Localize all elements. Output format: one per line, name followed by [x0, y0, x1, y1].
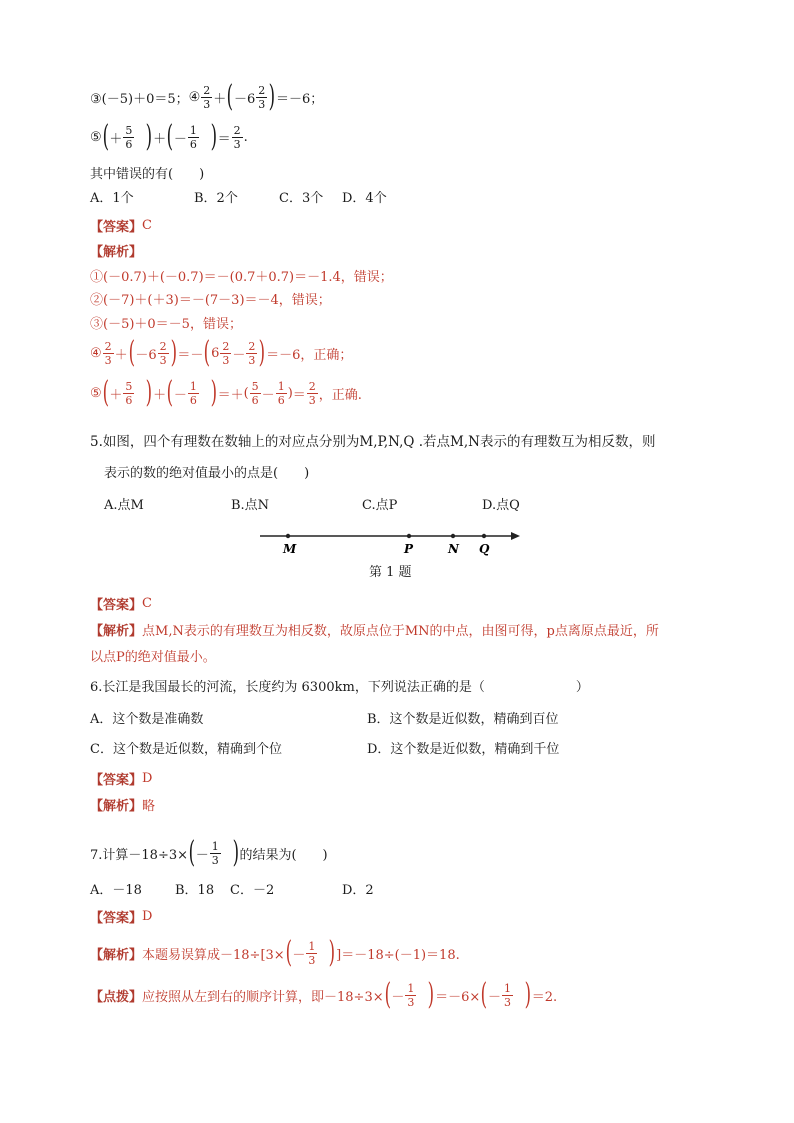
q4-item4-result: ＝－6； — [276, 91, 324, 107]
result-text: ，正确. — [318, 387, 362, 403]
q5-analysis — [90, 620, 659, 639]
paren-group: ( ＋ $\frac{5}{6}$ ) — [102, 119, 153, 154]
equals-sign: ＝－ — [177, 347, 204, 363]
frac-den: 6 — [189, 393, 197, 407]
fraction — [232, 125, 243, 150]
point-q-dot — [482, 534, 486, 538]
frac-num: 2 — [222, 339, 230, 353]
frac-num: 5 — [125, 123, 133, 137]
paren-group: ( －6 $\frac{2}{3}$ ) — [226, 79, 276, 114]
q4-item3: ③(－5)＋0＝5； — [90, 91, 189, 107]
q6-question: 6.长江是我国最长的河流，长度约为 6300km，下列说法正确的是（ ） — [90, 680, 589, 695]
fraction — [123, 381, 134, 406]
axis-arrow — [511, 532, 520, 540]
q6-analysis — [90, 795, 155, 814]
q7-option-a: A．－18 — [90, 883, 142, 898]
period: . — [243, 129, 248, 145]
q5-option-a: A.点M — [104, 498, 144, 513]
q5-option-d: D.点Q — [482, 498, 520, 513]
q6-answer — [90, 769, 152, 788]
q5-analysis-line-2: 以点P的绝对值最小。 — [90, 650, 216, 665]
frac-den: 3 — [503, 995, 511, 1009]
frac-num: 2 — [308, 379, 316, 393]
whole-number: 6 — [211, 345, 220, 361]
number-line-figure — [250, 522, 530, 562]
plus-sign: ＋ — [153, 387, 167, 403]
q7-suffix: 的结果为( ) — [239, 847, 328, 863]
fraction — [188, 381, 199, 406]
close-paren: ) — [287, 385, 293, 401]
paren-group: ( － $\frac{1}{3}$ ) — [384, 977, 435, 1012]
paren-group: ( － $\frac{1}{3}$ ) — [188, 835, 239, 870]
q7-option-b: B．18 — [175, 883, 215, 898]
q4-item5-prefix: ⑤ — [90, 129, 102, 145]
q7-analysis — [90, 935, 460, 970]
frac-den: 6 — [277, 393, 285, 407]
equals-sign: ＝ — [217, 131, 231, 147]
frac-den: 6 — [125, 137, 133, 151]
frac-den: 3 — [308, 953, 316, 967]
frac-num: 1 — [189, 123, 197, 137]
q4-item5 — [90, 119, 248, 154]
q4-analysis-line-1: ①(－0.7)＋(－0.7)＝－(0.7＋0.7)＝－1.4，错误； — [90, 270, 393, 285]
fraction — [220, 341, 231, 366]
frac-num: 2 — [203, 83, 211, 97]
analysis-tag: 【解析】 — [90, 624, 143, 639]
analysis-prefix: 本题易误算成－18÷[3× — [142, 947, 285, 963]
answer-value: C — [142, 596, 152, 611]
q5-analysis-line-1: 点M,N表示的有理数互为相反数，故原点位于MN的中点，由图可得，p点离原点最近，所 — [142, 624, 659, 639]
paren-group: ( － $\frac{1}{6}$ ) — [166, 119, 217, 154]
analysis-tag: 【解析】 — [90, 947, 143, 963]
frac-num: 2 — [159, 339, 167, 353]
tip-mid: ＝－6× — [435, 989, 481, 1005]
minus-sign: － — [232, 347, 246, 363]
fraction — [276, 381, 287, 406]
frac-den: 3 — [222, 353, 230, 367]
q4-prompt: 其中错误的有( ) — [90, 167, 205, 182]
frac-den: 3 — [248, 353, 256, 367]
point-p-dot — [407, 534, 411, 538]
frac-num: 2 — [104, 339, 112, 353]
fraction — [307, 381, 318, 406]
q5-question-line-1: 5.如图，四个有理数在数轴上的对应点分别为M,P,N,Q .若点M,N表示的有理数互为相反数，则 — [90, 434, 656, 450]
plus-sign: ＋ — [153, 131, 167, 147]
q7-tip — [90, 977, 558, 1012]
tip-end: ＝2. — [531, 989, 558, 1005]
minus-sign: － — [391, 989, 405, 1005]
fraction — [201, 85, 212, 110]
fraction — [250, 381, 261, 406]
item-prefix: ⑤ — [90, 385, 102, 401]
tip-tag: 【点拨】 — [90, 989, 143, 1005]
answer-value: D — [142, 771, 153, 786]
fraction — [188, 125, 199, 150]
frac-num: 2 — [233, 123, 241, 137]
q7-answer — [90, 907, 152, 926]
analysis-text: 略 — [142, 799, 156, 814]
q5-answer — [90, 594, 152, 613]
paren-group: ( － $\frac{1}{6}$ ) — [166, 375, 217, 410]
neg-number: －6 — [135, 347, 157, 363]
plus-sign: ＋ — [213, 91, 227, 107]
paren-group: ( － $\frac{1}{3}$ ) — [480, 977, 532, 1012]
answer-tag: 【答案】 — [90, 598, 143, 613]
fraction — [210, 841, 221, 866]
fraction — [306, 941, 317, 966]
fraction — [246, 341, 257, 366]
q4-analysis-line-2: ②(－7)＋(＋3)＝－(7－3)＝－4，错误； — [90, 293, 331, 308]
frac-den: 3 — [159, 353, 167, 367]
fraction — [256, 85, 267, 110]
point-m-dot — [286, 534, 290, 538]
result-text: ＝－6，正确； — [266, 347, 353, 363]
plus-sign: ＋ — [109, 387, 123, 403]
paren-group: ( ＋ $\frac{5}{6}$ ) — [102, 375, 153, 410]
equals-sign: ＝ — [292, 387, 306, 403]
q5-option-c: C.点P — [362, 498, 398, 513]
minus-sign: － — [487, 989, 501, 1005]
plus-sign: ＋ — [109, 131, 123, 147]
q4-answer — [90, 216, 152, 235]
answer-value: C — [142, 218, 152, 233]
frac-den: 3 — [203, 97, 211, 111]
open-paren: ( — [243, 385, 249, 401]
point-p-label: P — [404, 542, 414, 556]
minus-sign: － — [261, 387, 275, 403]
q6-option-a: A．这个数是准确数 — [90, 712, 204, 727]
frac-num: 1 — [308, 939, 316, 953]
frac-num: 1 — [211, 839, 219, 853]
paren-group: ( － $\frac{1}{3}$ ) — [285, 935, 336, 970]
minus-sign: － — [195, 847, 209, 863]
frac-num: 1 — [277, 379, 285, 393]
q5-option-b: B.点N — [231, 498, 270, 513]
q4-item4-prefix: ④ — [188, 89, 201, 105]
q4-option-d: D．4个 — [342, 191, 387, 206]
answer-tag: 【答案】 — [90, 220, 143, 235]
q4-analysis-line-4 — [90, 335, 353, 370]
frac-den: 3 — [407, 995, 415, 1009]
frac-den: 3 — [233, 137, 241, 151]
point-n-dot — [451, 534, 455, 538]
q6-option-d: D．这个数是近似数，精确到千位 — [367, 742, 560, 757]
figure-caption: 第 1 题 — [369, 565, 412, 580]
q4-item4-neg: －6 — [234, 91, 256, 107]
frac-num: 1 — [503, 981, 511, 995]
minus-sign: － — [292, 947, 306, 963]
fraction — [158, 341, 169, 366]
q4-item3-4 — [90, 79, 324, 114]
point-n-label: N — [448, 542, 459, 556]
plus-sign: ＋ — [114, 347, 128, 363]
frac-den: 6 — [125, 393, 133, 407]
q4-option-c: C．3个 — [279, 191, 324, 206]
frac-den: 3 — [258, 97, 266, 111]
analysis-suffix: ]＝－18÷(－1)＝18. — [336, 947, 460, 963]
answer-tag: 【答案】 — [90, 911, 143, 926]
minus-sign: － — [173, 387, 187, 403]
q4-option-a: A．1个 — [90, 191, 134, 206]
frac-num: 1 — [407, 981, 415, 995]
q7-prefix: 7.计算－18÷3× — [90, 847, 189, 863]
equals-sign: ＝＋ — [217, 387, 244, 403]
frac-num: 5 — [125, 379, 133, 393]
frac-den: 6 — [251, 393, 259, 407]
frac-num: 5 — [251, 379, 259, 393]
answer-value: D — [142, 909, 153, 924]
frac-num: 2 — [248, 339, 256, 353]
minus-sign: － — [173, 131, 187, 147]
q4-option-b: B．2个 — [194, 191, 238, 206]
analysis-tag: 【解析】 — [90, 245, 143, 260]
answer-tag: 【答案】 — [90, 773, 143, 788]
frac-den: 3 — [308, 393, 316, 407]
frac-den: 6 — [189, 137, 197, 151]
frac-num: 1 — [189, 379, 197, 393]
fraction — [103, 341, 114, 366]
frac-den: 3 — [104, 353, 112, 367]
fraction — [123, 125, 134, 150]
analysis-tag: 【解析】 — [90, 799, 143, 814]
q6-option-c: C．这个数是近似数，精确到个位 — [90, 742, 282, 757]
frac-num: 2 — [258, 83, 266, 97]
frac-den: 3 — [211, 853, 219, 867]
q6-option-b: B．这个数是近似数，精确到百位 — [367, 712, 559, 727]
q4-analysis-line-3: ③(－5)＋0＝－5，错误； — [90, 317, 242, 332]
q4-analysis-line-5 — [90, 375, 362, 410]
q7-option-c: C．－2 — [230, 883, 275, 898]
paren-group: ( 6 $\frac{2}{3}$ － $\frac{2}{3}$ ) — [204, 335, 266, 370]
paren-group: ( －6 $\frac{2}{3}$ ) — [128, 335, 177, 370]
point-m-label: M — [283, 542, 297, 556]
q5-question-line-2: 表示的数的绝对值最小的点是( ) — [104, 466, 310, 481]
item-prefix: ④ — [90, 345, 102, 361]
q4-analysis-tag — [90, 241, 142, 260]
point-q-label: Q — [479, 542, 490, 556]
q7-question — [90, 835, 328, 870]
fraction — [405, 983, 416, 1008]
fraction — [502, 983, 513, 1008]
q7-option-d: D．2 — [342, 883, 374, 898]
tip-prefix: 应按照从左到右的顺序计算，即－18÷3× — [142, 989, 384, 1005]
